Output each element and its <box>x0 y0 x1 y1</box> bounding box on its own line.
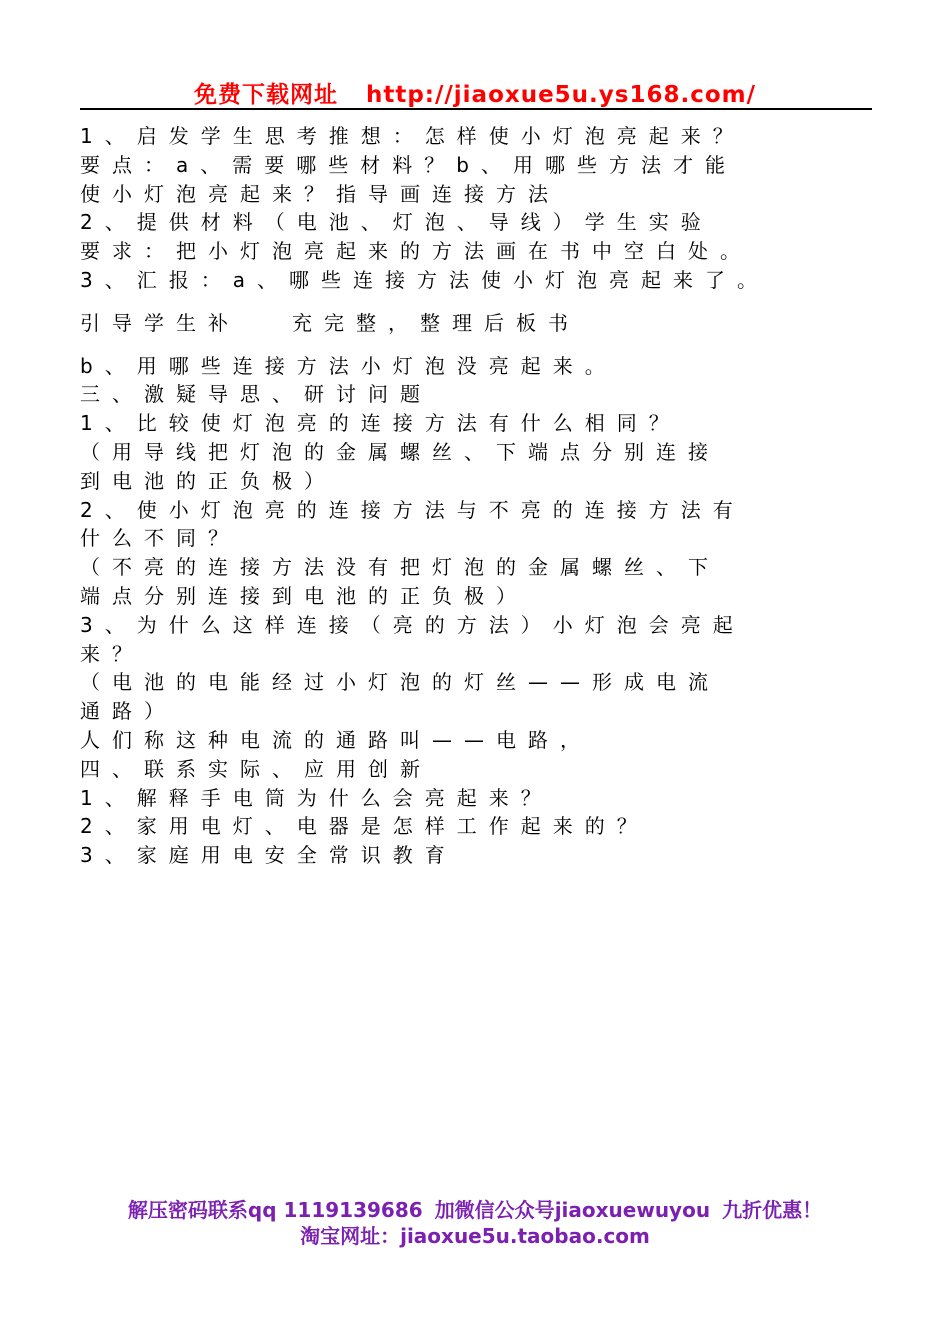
text-line: 使小灯泡亮起来？指导画连接方法 <box>80 181 560 206</box>
text-line-part: 充完整，整理后板书 <box>292 310 580 335</box>
text-line: 1、解释手电筒为什么会亮起来？ <box>80 785 553 810</box>
text-line: 要求：把小灯泡亮起来的方法画在书中空白处。 <box>80 239 752 264</box>
footer-discount: 九折优惠！ <box>722 1198 823 1222</box>
text-line: 来？ <box>80 641 144 666</box>
section-heading: 三、激疑导思、研讨问题 <box>80 382 432 407</box>
text-line: 2、提供材料（电池、灯泡、导线）学生实验 <box>80 210 713 235</box>
lesson-body <box>80 122 870 870</box>
text-line: 通路） <box>80 699 176 724</box>
footer-wechat-id: jiaoxuewuyou <box>554 1198 711 1222</box>
text-line: 2、使小灯泡亮的连接方法与不亮的连接方法有 <box>80 497 745 522</box>
download-header <box>0 76 950 109</box>
text-line: 1、比较使灯泡亮的连接方法有什么相同？ <box>80 411 681 436</box>
text-line: 人们称这种电流的通路叫——电路， <box>80 727 592 752</box>
text-line: 3、汇报：a、哪些连接方法使小灯泡亮起来了。 <box>80 267 769 292</box>
header-divider <box>80 108 872 110</box>
header-url-link[interactable]: http://jiaoxue5u.ys168.com/ <box>365 82 757 108</box>
text-line-part: 引导学生补 <box>80 310 240 335</box>
text-line: 什么不同？ <box>80 526 240 551</box>
text-line: 2、家用电灯、电器是怎样工作起来的？ <box>80 814 649 839</box>
text-line: （不亮的连接方法没有把灯泡的金属螺丝、下 <box>80 555 720 580</box>
section-heading: 四、联系实际、应用创新 <box>80 756 432 781</box>
text-line: 1、启发学生思考推想：怎样使小灯泡亮起来？ <box>80 124 745 148</box>
text-line: 到电池的正负极） <box>80 468 336 493</box>
text-line: 要点：a、需要哪些材料？b、用哪些方法才能 <box>80 152 737 177</box>
text-line-split <box>80 309 870 338</box>
footer-qq: qq 1119139686 <box>247 1198 423 1222</box>
footer-wechat-label: 加微信公众号 <box>434 1198 555 1222</box>
footer-password-label: 解压密码联系 <box>127 1198 248 1222</box>
header-label: 免费下载网址 <box>193 82 338 108</box>
footer-line-contact <box>0 1197 950 1223</box>
text-line: （电池的电能经过小灯泡的灯丝——形成电流 <box>80 670 720 695</box>
promo-footer <box>0 1197 950 1249</box>
footer-taobao-link[interactable]: 淘宝网址：jiaoxue5u.taobao.com <box>300 1224 650 1248</box>
text-line: 端点分别连接到电池的正负极） <box>80 583 528 608</box>
text-line: b、用哪些连接方法小灯泡没亮起来。 <box>80 353 617 378</box>
text-line: 3、家庭用电安全常识教育 <box>80 843 457 868</box>
text-line: 3、为什么这样连接（亮的方法）小灯泡会亮起 <box>80 612 745 637</box>
text-line: （用导线把灯泡的金属螺丝、下端点分别连接 <box>80 439 720 464</box>
